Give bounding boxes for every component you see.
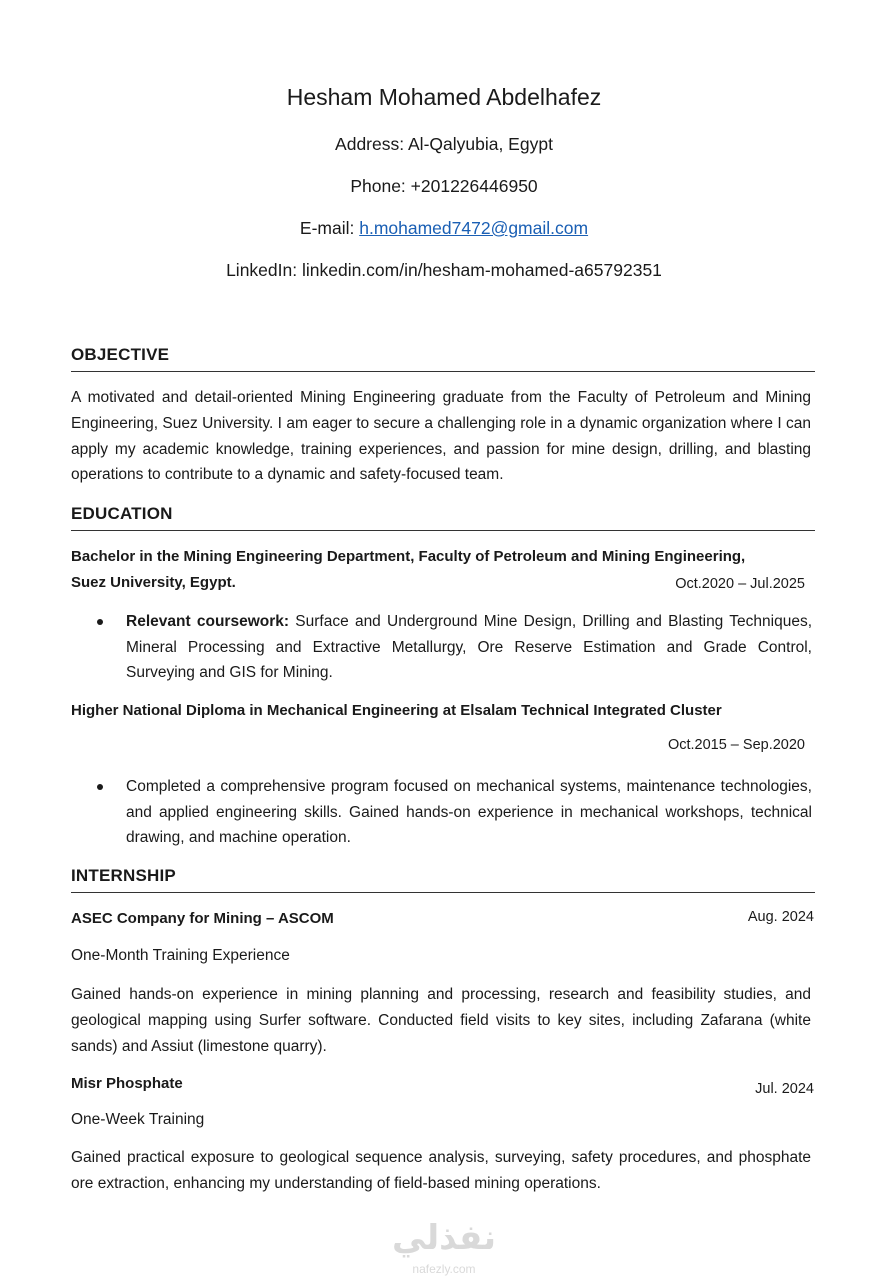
degree2-title: Higher National Diploma in Mechanical Engineering at Elsalam Technical Integrated Cluster xyxy=(71,702,722,719)
email-line xyxy=(0,218,888,239)
degree1-date: Oct.2020 – Jul.2025 xyxy=(675,576,805,592)
internship1-subtitle: One-Month Training Experience xyxy=(71,947,290,964)
internship2-date: Jul. 2024 xyxy=(755,1081,814,1097)
internship1-text: Gained hands-on experience in mining planning and processing, research and feasibility studies, and geological mapping using Surfer software. Conducted field visits to key sites, including Zafarana (white sands) and Assiut (limestone quarry). xyxy=(71,986,811,1055)
internship2-subtitle: One-Week Training xyxy=(71,1111,205,1128)
degree1-bullet-text xyxy=(126,609,812,686)
objective-text: A motivated and detail-oriented Mining Engineering graduate from the Faculty of Petroleum and Mining Engineering, Suez University. I am eager to secure a challenging role in a dynamic organization where I can apply my academic knowledge, training experiences, and passion for mine design, drilling, and blasting operations to contribute to a dynamic and safety-focused team. xyxy=(71,389,811,484)
email-label: E-mail: xyxy=(299,218,360,238)
watermark-url: nafezly.com xyxy=(412,1262,476,1276)
objective-heading: OBJECTIVE xyxy=(71,345,815,372)
address-line: Address: Al-Qalyubia, Egypt xyxy=(335,134,553,154)
bullet-icon xyxy=(97,784,103,790)
phone-line: Phone: +201226446950 xyxy=(350,176,538,196)
internship1-date: Aug. 2024 xyxy=(747,909,814,925)
degree2-bullet-text: Completed a comprehensive program focused on mechanical systems, maintenance technologies, and applied engineering skills. Gained hands-on experience in mechanical workshops, technical drawing, and machine operation. xyxy=(126,778,812,846)
education-heading: EDUCATION xyxy=(71,504,815,531)
internship2-company: Misr Phosphate xyxy=(71,1075,183,1092)
internship2-text: Gained practical exposure to geological sequence analysis, surveying, safety procedures, and phosphate ore extraction, enhancing my understanding of field-based mining operations. xyxy=(71,1149,811,1192)
bullet-icon xyxy=(97,619,103,625)
internship1-company: ASEC Company for Mining – ASCOM xyxy=(71,910,334,927)
candidate-name: Hesham Mohamed Abdelhafez xyxy=(286,84,602,110)
degree1-title-line1: Bachelor in the Mining Engineering Department, Faculty of Petroleum and Mining Engineering, xyxy=(71,548,746,565)
email-link[interactable]: h.mohamed7472@gmail.com xyxy=(359,218,589,238)
linkedin-line: LinkedIn: linkedin.com/in/hesham-mohamed-a65792351 xyxy=(226,260,662,280)
degree1-title-line2: Suez University, Egypt. xyxy=(71,574,236,591)
degree2-date: Oct.2015 – Sep.2020 xyxy=(667,737,805,753)
internship-heading: INTERNSHIP xyxy=(71,866,815,893)
coursework-text: Surface and Underground Mine Design, Drilling and Blasting Techniques, Mineral Processing and Extractive Metallurgy, Ore Reserve Estimation and Grade Control, Surveying and GIS for Mining. xyxy=(126,613,812,681)
coursework-label: Relevant coursework: xyxy=(126,613,290,630)
watermark-logo: نفذلي xyxy=(391,1219,497,1257)
